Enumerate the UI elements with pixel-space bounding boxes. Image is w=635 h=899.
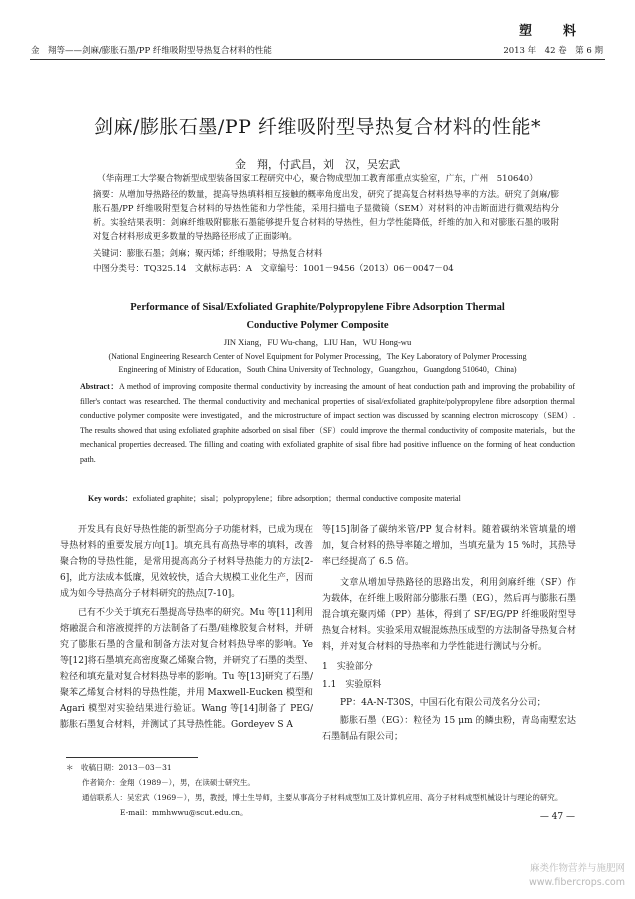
english-title-line1: Performance of Sisal/Exfoliated Graphite/Polypropylene Fibre Adsorption Thermal xyxy=(130,302,505,313)
english-authors: JIN Xiang，FU Wu-chang，LIU Han，WU Hong-wu xyxy=(223,337,412,347)
intro-paragraph-3: 等[15]制备了碳纳米管/PP 复合材料。随着碳纳米管填量的增加，复合材料的热导率随之增加，当填充量为 15 %时，其热导率已经提高了 6.5 倍。 xyxy=(322,525,576,567)
body-right-column xyxy=(322,522,576,745)
footnote-rule xyxy=(66,757,198,758)
watermark xyxy=(529,862,625,890)
footnote-email: E-mail：mmhwwu@scut.edu.cn。 xyxy=(120,808,248,817)
intro-paragraph-4: 文章从增加导热路径的思路出发，利用剑麻纤维（SF）作为载体，在纤维上吸附部分膨胀石墨（EG），然后再与膨胀石墨混合填充聚丙烯（PP）基体，得到了 SF/EG/PP 纤维吸附型导热复合材料。实验采用双辊混炼热压成型的方法制备导热复合材料，并对复合材料的导热率和力学性能进行测试与分析。 xyxy=(322,578,576,652)
english-keywords xyxy=(80,492,575,507)
intro-paragraph-1: 开发具有良好导热性能的新型高分子功能材料，已成为现在导热材料的重要发展方向[1]。填充具有高热导率的填料，改善聚合物的导热性能，是常用提高高分子材料导热能力的方法[2-6]，此方法成本低廉，见效较快，适合大规模工业化生产，因而成为如今导热高分子材料研究的热点[7-10]。 xyxy=(60,525,313,599)
keywords-text: exfoliated graphite；sisal；polypropylene；fibre adsorption；thermal conductive composite material xyxy=(132,494,461,503)
running-header-left: 金 翔等——剑麻/膨胀石墨/PP 纤维吸附型导热复合材料的性能 xyxy=(31,46,272,56)
authors: 金 翔，付武昌，刘 汉，吴宏武 xyxy=(235,158,400,171)
material-eg: 膨胀石墨（EG）：粒径为 15 μm 的鳞虫粉，青岛南墅宏达石墨制品有限公司； xyxy=(322,716,576,742)
abstract-text: A method of improving composite thermal conductivity by increasing the amount of heat conduction path and improving the probability of filler's contact was researched. The thermal conductivity and mechanical properties of sisal/exfoliated graphite/polypropylene fibre adsorption thermal conductive polymer composite were investigated，and the microstructure of impact section was discussed by scanning electron microscopy（SEM）. The results showed that using exfoliated graphite adsorbed on sisal fiber（SF）could improve the thermal conductivity of composite materials，but the mechanical properties decreased. The filling and coating with exfoliated graphite of sisal fibre had positive influence on the forming of heat conduction path. xyxy=(80,382,575,464)
page-number: — 47 — xyxy=(539,812,575,822)
header-rule xyxy=(30,59,605,60)
watermark-line1: 麻类作物营养与施肥网 xyxy=(529,863,625,874)
footnote-author-bio: 作者简介：金翔（1989－），男，在读硕士研究生。 xyxy=(82,778,255,787)
section-heading-1: 1 实验部分 xyxy=(322,662,373,672)
material-pp: PP：4A-N-T30S，中国石化有限公司茂名分公司； xyxy=(340,698,546,708)
footnote-received: ＊ 收稿日期：2013－03－31 xyxy=(66,763,172,772)
keywords-label: Key words： xyxy=(88,494,133,503)
english-affiliation-line1: (National Engineering Research Center of Novel Equipment for Polymer Processing，The Key Laboratory of Polymer Processing xyxy=(108,352,527,361)
english-abstract xyxy=(80,380,575,467)
issue-info: 2013 年 42 卷 第 6 期 xyxy=(503,46,603,56)
classification: 中图分类号：TQ325.14 文献标志码：A 文章编号：1001－9456（2013）06－0047－04 xyxy=(93,264,454,274)
footnote-contact: 通信联系人：吴宏武（1969－），男，教授，博士生导师，主要从事高分子材料成型加工及计算机应用、高分子材料成型机械设计与理论的研究。 xyxy=(82,793,563,802)
english-title-line2: Conductive Polymer Composite xyxy=(246,320,389,331)
intro-paragraph-2: 已有不少关于填充石墨提高导热率的研究。Mu 等[11]利用熔融混合和溶液搅拌的方法制备了石墨/硅橡胶复合材料，并研究了膨胀石墨的含量和制备方法对复合材料热导率的影响。Ye 等[12]将石墨填充高密度聚乙烯聚合物，并研究了石墨的类型、粒径和填充量对复合材料热导率的影响。Tu 等[13]研究了石墨/聚苯乙烯复合材料的导热性能，并用 Maxwell-Eucken 模型和 Agari 模型对实验结果进行验证。Wang 等[14]制备了 PEG/膨胀石墨复合材料，并测试了其导热性能。Gordeyev S A xyxy=(60,608,313,730)
keywords-cn: 关键词：膨胀石墨；剑麻；聚丙烯；纤维吸附；导热复合材料 xyxy=(93,249,323,259)
english-affiliation-line2: Engineering of Ministry of Education，South China University of Technology，Guangzhou，Guangdong 510640，China) xyxy=(118,365,517,374)
section-heading-1-1: 1.1 实验原料 xyxy=(322,680,382,690)
abstract-cn: 摘要：从增加导热路径的数量，提高导热填料相互接触的概率角度出发，研究了提高复合材料热导率的方法。研究了剑麻/膨胀石墨/PP 纤维吸附型复合材料的导热性能和力学性能，采用扫描电子显微镜（SEM）对材料的冲击断面进行微观结构分析。实验结果表明：剑麻纤维吸附膨胀石墨能够提升复合材料的导热性，但力学性能降低，纤维的加入和对膨胀石墨的吸附对复合材料形成更多数量的导热路径形成了正面影响。 xyxy=(93,190,559,242)
affiliation: （华南理工大学聚合物新型成型装备国家工程研究中心，聚合物成型加工教育部重点实验室，广东，广州 510640） xyxy=(97,174,538,184)
journal-name: 塑 料 xyxy=(518,24,585,39)
abstract-label: Abstract： xyxy=(80,382,119,391)
paper-title: 剑麻/膨胀石墨/PP 纤维吸附型导热复合材料的性能* xyxy=(94,116,541,138)
body-left-column xyxy=(60,522,313,733)
watermark-line2: www.fibercrops.com xyxy=(528,877,625,888)
